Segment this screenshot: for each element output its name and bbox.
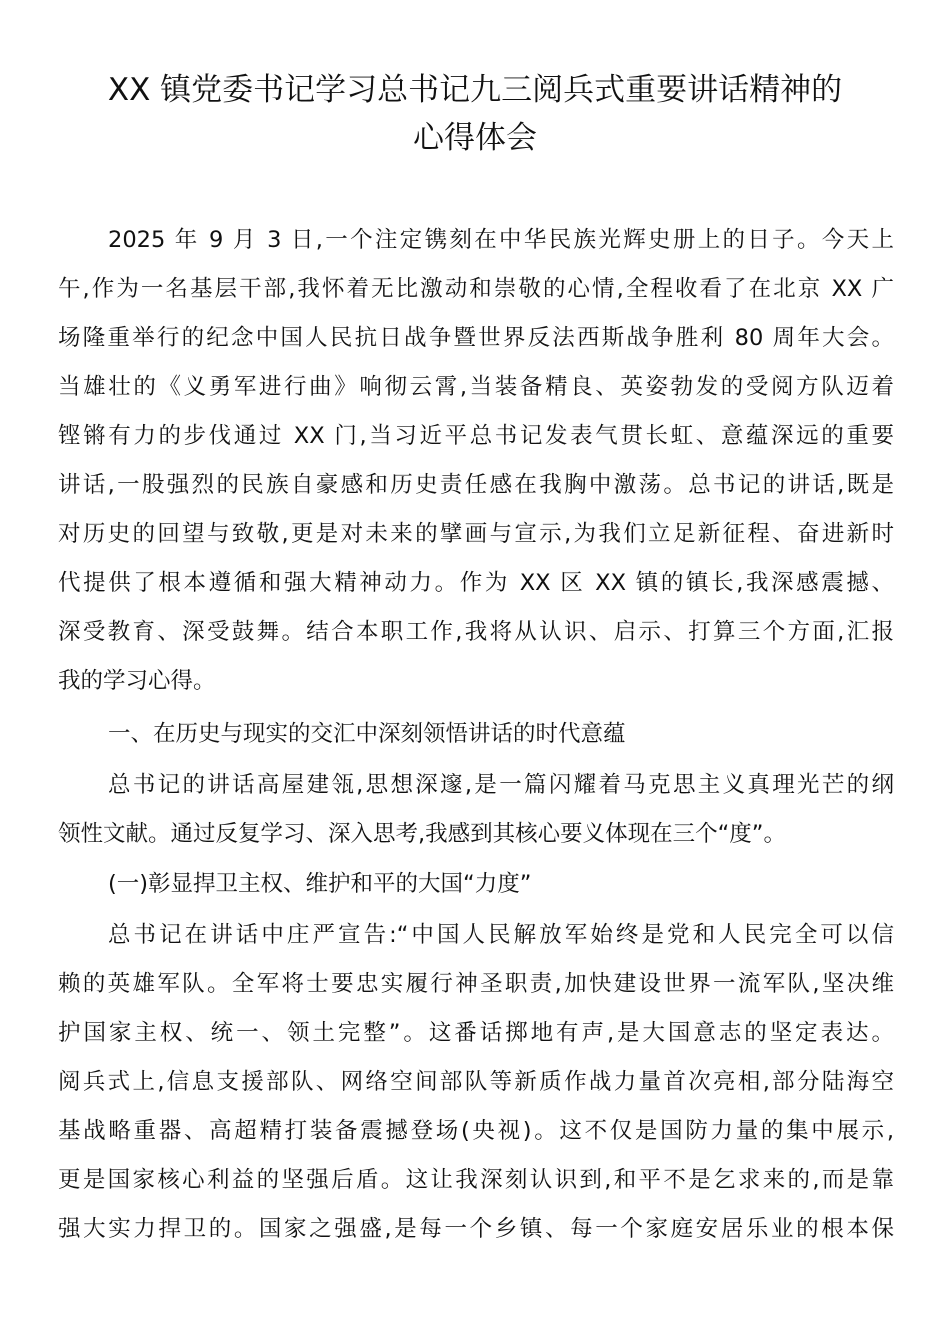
- document-title-line-2: 心得体会: [413, 120, 537, 156]
- body-line: 护国家主权、统一、领土完整”。这番话掷地有声,是大国意志的坚定表达。: [58, 1020, 894, 1046]
- body-line: 深受教育、深受鼓舞。结合本职工作,我将从认识、启示、打算三个方面,汇报: [58, 619, 894, 645]
- document-title-line-1: XX 镇党委书记学习总书记九三阅兵式重要讲话精神的: [107, 72, 843, 108]
- section-heading: 一、在历史与现实的交汇中深刻领悟讲话的时代意蕴: [108, 721, 626, 747]
- body-line: 代提供了根本遵循和强大精神动力。作为 XX 区 XX 镇的镇长,我深感震撼、: [58, 570, 894, 596]
- body-line: 对历史的回望与致敬,更是对未来的擘画与宣示,为我们立足新征程、奋进新时: [58, 521, 894, 547]
- body-line: 阅兵式上,信息支援部队、网络空间部队等新质作战力量首次亮相,部分陆海空: [58, 1069, 894, 1095]
- body-line: 总书记在讲话中庄严宣告:“中国人民解放军始终是党和人民完全可以信: [108, 922, 894, 948]
- body-line: 我的学习心得。: [58, 668, 216, 694]
- body-line: 讲话,一股强烈的民族自豪感和历史责任感在我胸中激荡。总书记的讲话,既是: [58, 472, 894, 498]
- body-line: 午,作为一名基层干部,我怀着无比激动和崇敬的心情,全程收看了在北京 XX 广: [58, 276, 894, 302]
- body-line: 2025 年 9 月 3 日,一个注定镌刻在中华民族光辉史册上的日子。今天上: [108, 227, 894, 253]
- body-line: 基战略重器、高超精打装备震撼登场(央视)。这不仅是国防力量的集中展示,: [58, 1118, 894, 1144]
- subsection-heading: (一)彰显捍卫主权、维护和平的大国“力度”: [108, 871, 532, 897]
- body-line: 领性文献。通过反复学习、深入思考,我感到其核心要义体现在三个“度”。: [58, 821, 786, 847]
- body-line: 铿锵有力的步伐通过 XX 门,当习近平总书记发表气贯长虹、意蕴深远的重要: [58, 423, 894, 449]
- body-line: 强大实力捍卫的。国家之强盛,是每一个乡镇、每一个家庭安居乐业的根本保: [58, 1216, 894, 1242]
- body-line: 总书记的讲话高屋建瓴,思想深邃,是一篇闪耀着马克思主义真理光芒的纲: [108, 772, 894, 798]
- body-line: 更是国家核心利益的坚强后盾。这让我深刻认识到,和平不是乞求来的,而是靠: [58, 1167, 894, 1193]
- body-line: 当雄壮的《义勇军进行曲》响彻云霄,当装备精良、英姿勃发的受阅方队迈着: [58, 374, 894, 400]
- body-line: 场隆重举行的纪念中国人民抗日战争暨世界反法西斯战争胜利 80 周年大会。: [58, 325, 894, 351]
- body-line: 赖的英雄军队。全军将士要忠实履行神圣职责,加快建设世界一流军队,坚决维: [58, 971, 894, 997]
